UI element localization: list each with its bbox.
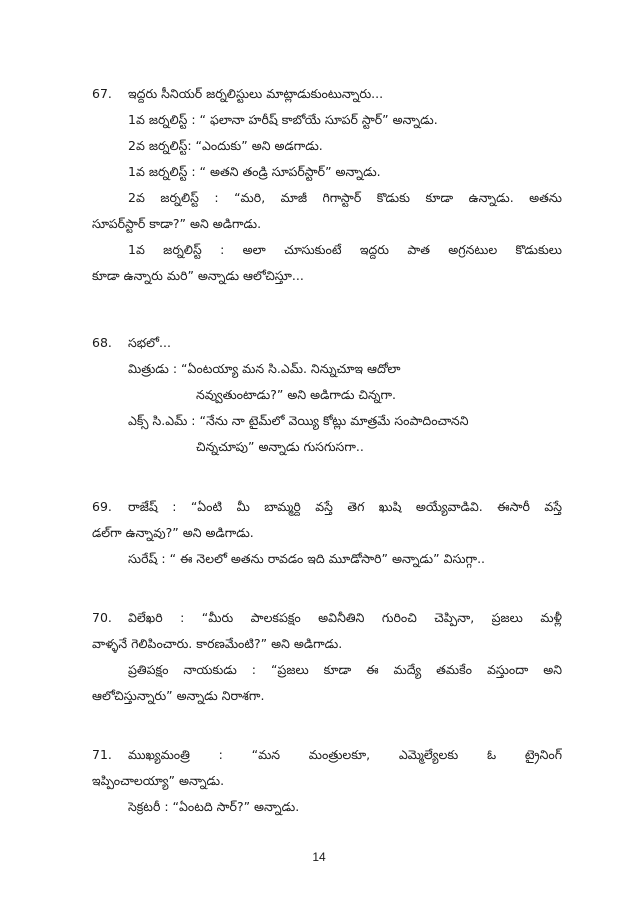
- item-line: 1వ జర్నలిస్ట్ : “ అతని తండ్రి సూపర్‌స్టార్” అన్నాడు.: [128, 164, 381, 179]
- item-number: 67.: [92, 86, 112, 101]
- item-line: సభలో...: [128, 335, 171, 350]
- page-number: 14: [312, 850, 326, 864]
- item-line: సూపర్‌స్టార్ కాడా?” అని అడిగాడు.: [92, 216, 262, 231]
- item-line: ముఖ్యమంత్రి : “మన మంత్రులకూ, ఎమ్మెల్యేలకు ఓ ట్రైనింగ్: [128, 747, 562, 762]
- item-line: రాజేష్ : “ఏంటి మీ బామ్మర్ది వస్తే తెగ ఖుషి అయ్యేవాడివి. ఈసారీ వస్తే: [128, 499, 562, 514]
- item-line: 1వ జర్నలిస్ట్ : అలా చూసుకుంటే ఇద్దరు పాత అగ్రనటుల కొడుకులు: [128, 242, 562, 257]
- item-line: ఎక్స్ సి.ఎమ్ : “నేను నా టైమ్‌లో వెయ్యి కోట్లు మాత్రమే సంపాదించానని: [128, 413, 469, 428]
- item-number: 70.: [92, 610, 112, 625]
- item-line: సురేష్ : “ ఈ నెలలో అతను రావడం ఇది మూడోసారి” అన్నాడు” విసుగ్గా..: [128, 551, 486, 566]
- item-line: కూడా ఉన్నారు మరి” అన్నాడు ఆలోచిస్తూ...: [92, 268, 304, 283]
- item-number: 71.: [92, 747, 112, 762]
- item-line: ఆలోచిస్తున్నారు” అన్నాడు నిరాశగా.: [92, 688, 265, 703]
- item-line: చిన్నచూపు” అన్నాడు గుసగుసగా..: [196, 439, 364, 454]
- item-line: ప్రతిపక్షం నాయకుడు : “ప్రజలు కూడా ఈ మద్యే తమకేం వస్తుందా అని: [128, 662, 562, 677]
- item-line: ఇద్దరు సీనియర్ జర్నలిస్టులు మాట్లాడుకుంటున్నారు...: [128, 86, 384, 101]
- item-line: నవ్వుతుంటాడు?” అని అడిగాడు చిన్నగా.: [196, 387, 396, 402]
- item-line: మిత్రుడు : “ఏంటయ్యా మన సి.ఎమ్. నిన్నుచూఇ ఆదోలా: [128, 361, 401, 376]
- item-line: వాళ్ళనే గెలిపించారు. కారణమేంటి?” అని అడిగాడు.: [92, 636, 343, 651]
- item-number: 68.: [92, 335, 112, 350]
- item-line: 1వ జర్నలిస్ట్ : “ ఫలానా హరీష్ కాబోయే సూపర్ స్టార్” అన్నాడు.: [128, 112, 438, 127]
- item-line: డల్‌గా ఉన్నావు?” అని అడిగాడు.: [92, 525, 254, 540]
- item-line: సెక్రటరీ : “ఏంటది సార్?” అన్నాడు.: [128, 799, 300, 814]
- item-line: విలేఖరి : “మీరు పాలకపక్షం అవినీతిని గురించి చెప్పినా, ప్రజలు మళ్లీ: [128, 610, 562, 625]
- item-line: 2వ జర్నలిస్ట్ : “మరి, మాజీ గిగాస్టార్ కొడుకు కూడా ఉన్నాడు. అతను: [128, 190, 562, 205]
- item-line: 2వ జర్నలిస్ట్: “ఎందుకు” అని అడగాడు.: [128, 138, 323, 153]
- item-number: 69.: [92, 499, 112, 514]
- item-line: ఇప్పించాలయ్యా” అన్నాడు.: [92, 773, 225, 788]
